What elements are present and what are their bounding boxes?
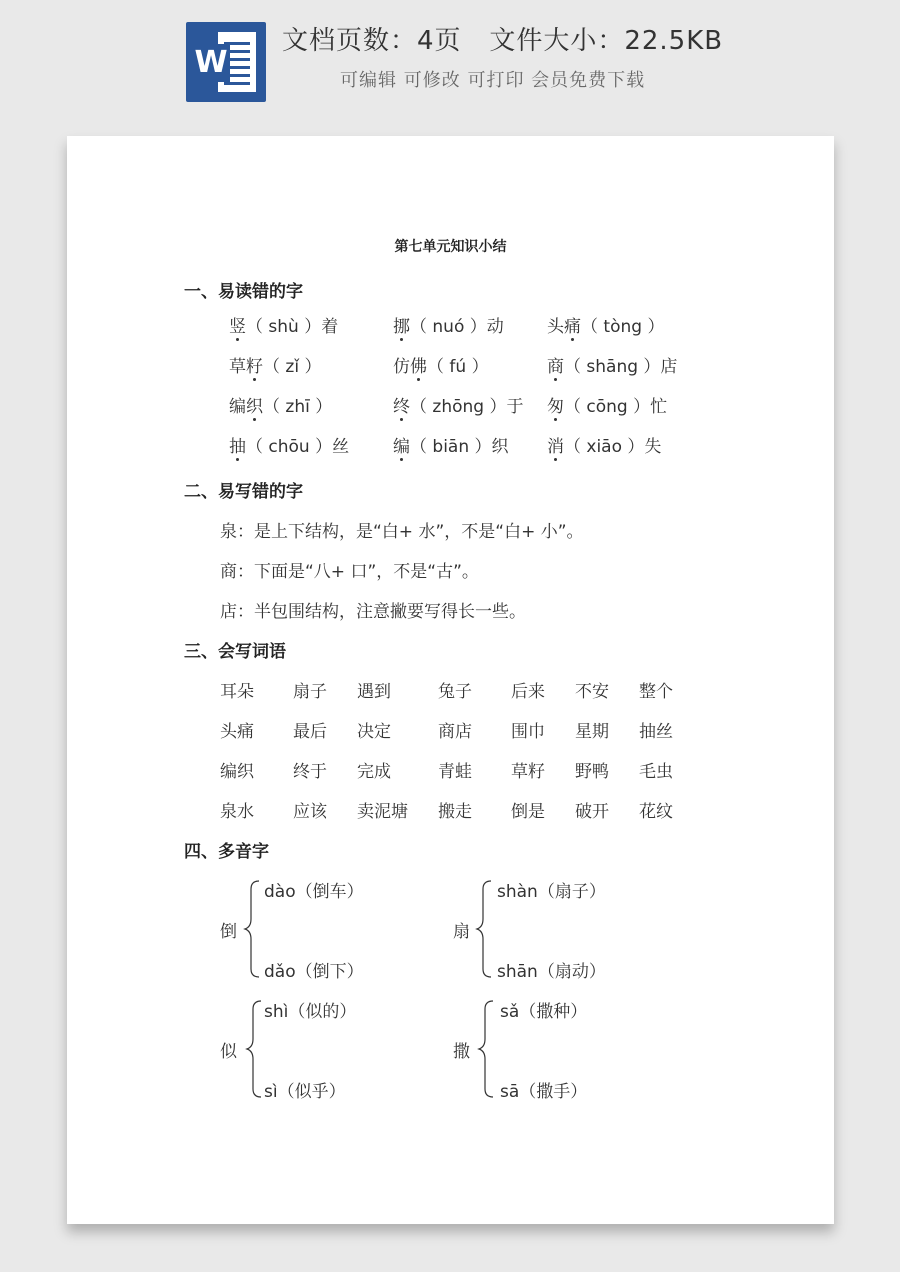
word-char: 失 [644,437,662,457]
polyphone-reading: sì（似乎） [264,1082,346,1102]
misread-item [547,312,664,337]
emphasized-char: 抽 [229,432,246,457]
curly-brace-icon [475,879,493,979]
vocab-word: 野鸭 [575,762,609,782]
emphasized-char: 消 [547,432,564,457]
vocab-word: 编织 [220,762,254,782]
vocab-word: 倒是 [511,802,545,822]
misread-item [547,352,677,377]
vocab-word: 毛虫 [639,762,673,782]
section-heading-miswrite: 二、易写错的字 [184,482,303,502]
vocab-word: 抽丝 [639,722,673,742]
vocab-word: 青蛙 [438,762,472,782]
vocab-word: 遇到 [357,682,391,702]
vocab-word: 后来 [511,682,545,702]
vocab-word: 围巾 [511,722,545,742]
polyphone-char: 似 [220,1042,237,1062]
emphasized-char: 竖 [229,312,246,337]
polyphone-char: 扇 [453,922,470,942]
word-char: 织 [491,437,509,457]
pinyin-reading: （ chōu ） [246,437,333,457]
vocab-word: 泉水 [220,802,254,822]
pinyin-reading: （ shāng ） [564,357,661,377]
misread-item [393,432,509,457]
word-char: 仿 [393,357,410,377]
vocab-word: 商店 [438,722,472,742]
polyphone-reading: shàn（扇子） [497,882,606,902]
vocab-word: 兔子 [438,682,472,702]
pinyin-reading: （ zhī ） [263,397,333,417]
word-char: 头 [547,317,564,337]
vocab-word: 完成 [357,762,391,782]
curly-brace-icon [245,999,263,1099]
emphasized-char: 商 [547,352,564,377]
misread-item [393,312,504,337]
misread-item [229,392,332,417]
polyphone-reading: sǎ（撒种） [500,1002,588,1022]
vocab-word: 破开 [575,802,609,822]
file-info: 文档页数：4页 文件大小：22.5KB [282,26,724,56]
pinyin-reading: （ fú ） [427,357,489,377]
emphasized-char: 织 [246,392,263,417]
vocab-word: 卖泥塘 [357,802,408,822]
polyphone-reading: dào（倒车） [264,882,364,902]
vocab-word: 耳朵 [220,682,254,702]
pinyin-reading: （ xiāo ） [564,437,645,457]
word-char: 编 [229,397,246,417]
pinyin-reading: （ tòng ） [581,317,665,337]
misread-item [547,392,667,417]
emphasized-char: 终 [393,392,410,417]
vocab-word: 最后 [293,722,327,742]
word-char: 动 [486,317,504,337]
feature-list: 可编辑 可修改 可打印 会员免费下载 [340,70,646,91]
polyphone-char: 倒 [220,922,237,942]
word-letter: W [192,44,230,82]
emphasized-char: 匆 [547,392,564,417]
vocab-word: 花纹 [639,802,673,822]
misread-item [393,392,523,417]
miswrite-line: 商：下面是“八+ 口”，不是“古”。 [220,562,479,582]
download-info-header [0,0,900,120]
polyphone-reading: sā（撒手） [500,1082,588,1102]
vocab-word: 决定 [357,722,391,742]
vocab-word: 应该 [293,802,327,822]
polyphone-reading: shì（似的） [264,1002,357,1022]
vocab-word: 草籽 [511,762,545,782]
pinyin-reading: （ cōng ） [564,397,651,417]
word-char: 店 [660,357,678,377]
polyphone-reading: dǎo（倒下） [264,962,364,982]
vocab-word: 整个 [639,682,673,702]
misread-item [393,352,489,377]
document-page [67,136,834,1224]
misread-item [229,352,321,377]
vocab-word: 不安 [575,682,609,702]
word-char: 忙 [650,397,668,417]
pinyin-reading: （ biān ） [410,437,492,457]
word-char: 草 [229,357,246,377]
miswrite-line: 泉：是上下结构，是“白+ 水”，不是“白+ 小”。 [220,522,584,542]
vocab-word: 搬走 [438,802,472,822]
misread-item [229,312,338,337]
word-char: 着 [321,317,339,337]
vocab-word: 头痛 [220,722,254,742]
emphasized-char: 编 [393,432,410,457]
polyphone-reading: shān（扇动） [497,962,606,982]
emphasized-char: 挪 [393,312,410,337]
misread-item [229,432,349,457]
miswrite-line: 店：半包围结构，注意撇要写得长一些。 [220,602,526,622]
misread-item [547,432,661,457]
vocab-word: 星期 [575,722,609,742]
section-heading-polyphones: 四、多音字 [184,842,269,862]
vocab-word: 终于 [293,762,327,782]
pinyin-reading: （ zhōng ） [410,397,507,417]
vocab-word: 扇子 [293,682,327,702]
pinyin-reading: （ shù ） [246,317,322,337]
document-title: 第七单元知识小结 [394,239,507,255]
pinyin-reading: （ zǐ ） [263,357,322,377]
curly-brace-icon [243,879,261,979]
emphasized-char: 佛 [410,352,427,377]
word-char: 于 [506,397,524,417]
curly-brace-icon [477,999,495,1099]
word-document-icon [186,22,266,102]
emphasized-char: 籽 [246,352,263,377]
section-heading-misread: 一、易读错的字 [184,282,303,302]
pinyin-reading: （ nuó ） [410,317,487,337]
word-char: 丝 [332,437,350,457]
polyphone-char: 撒 [453,1042,470,1062]
emphasized-char: 痛 [564,312,581,337]
section-heading-words: 三、会写词语 [184,642,286,662]
